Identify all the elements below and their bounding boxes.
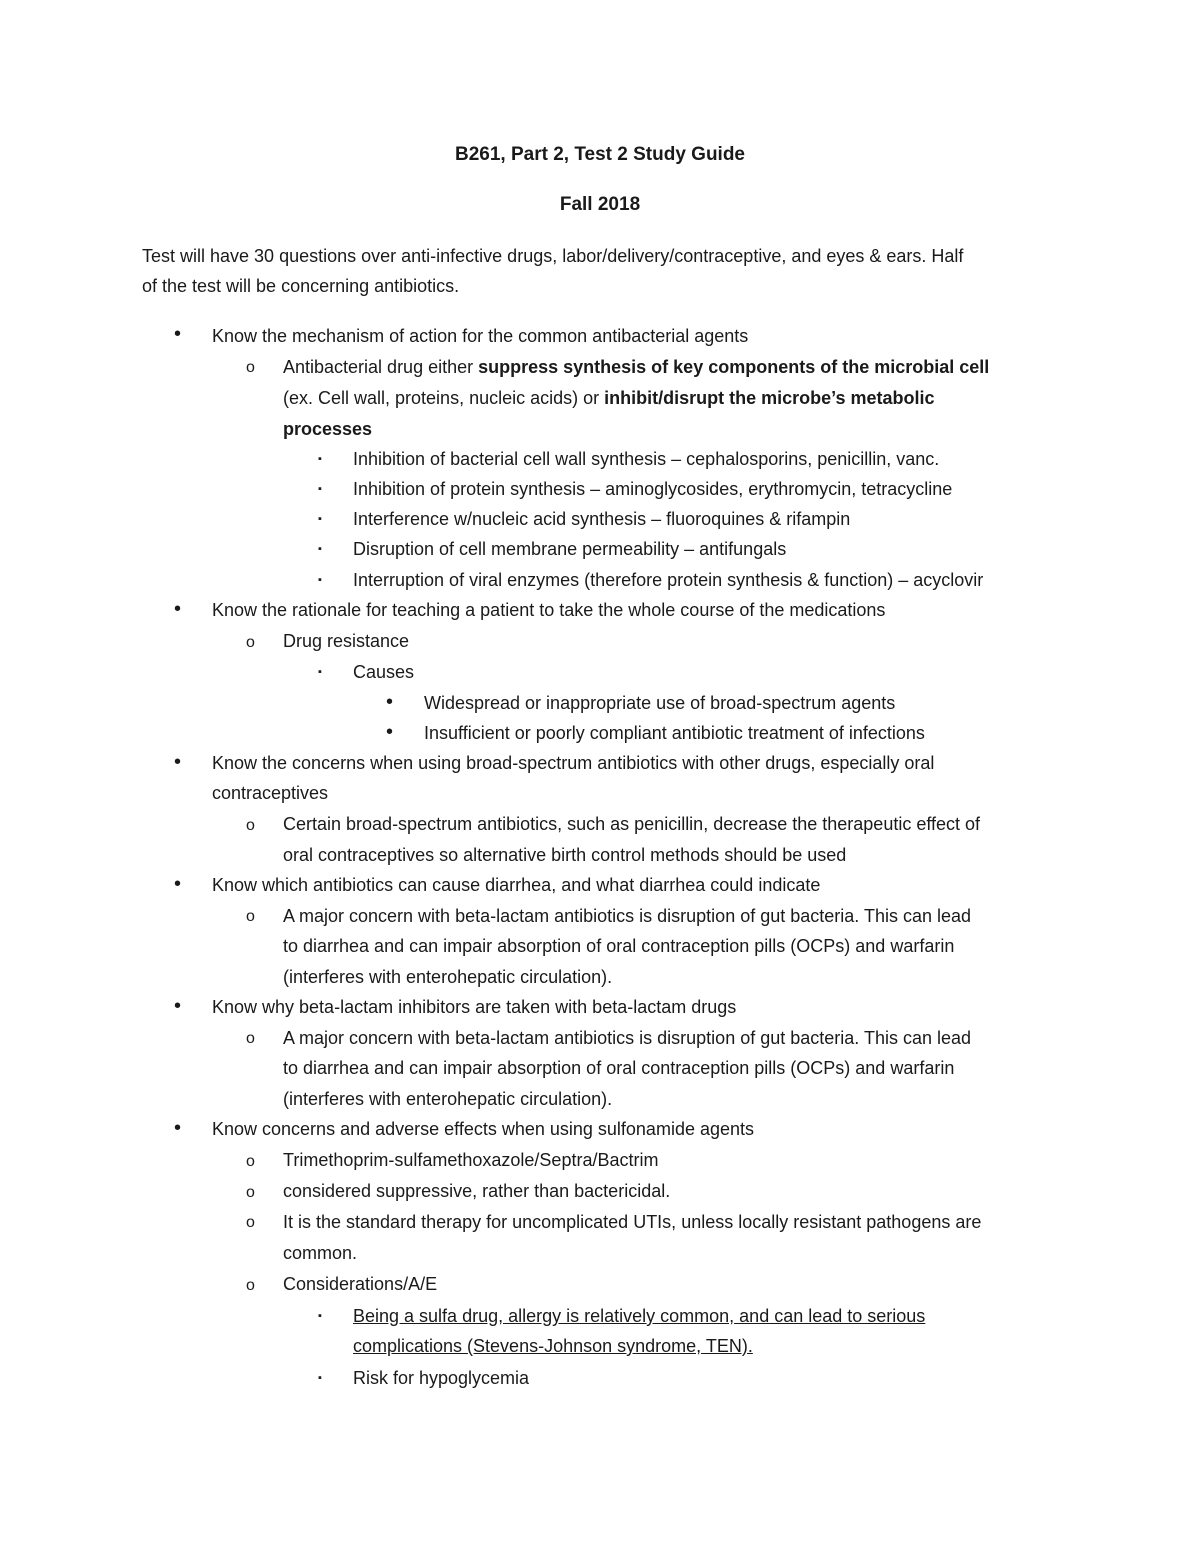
- bullet-circle-icon: o: [246, 1184, 255, 1201]
- s2-item: Insufficient or poorly compliant antibiotic treatment of infections: [424, 723, 925, 743]
- s4-sub-line-1: A major concern with beta-lactam antibiotics is disruption of gut bacteria. This can lead: [283, 906, 972, 926]
- s6-sub-3-line-1: It is the standard therapy for uncomplicated UTIs, unless locally resistant pathogens are: [283, 1212, 982, 1232]
- bullet-square-icon: ▪: [318, 1372, 322, 1384]
- bullet-disc-icon: •: [386, 691, 394, 713]
- s3-heading-line-2: contraceptives: [212, 783, 329, 803]
- s1-item: Inhibition of protein synthesis – aminoglycosides, erythromycin, tetracycline: [353, 479, 953, 499]
- bullet-disc-icon: •: [174, 598, 182, 620]
- s6-sub: Trimethoprim-sulfamethoxazole/Septra/Bactrim: [283, 1150, 659, 1170]
- s3-heading-line-1: Know the concerns when using broad-spectrum antibiotics with other drugs, especially oral: [212, 753, 935, 773]
- intro-line-1: Test will have 30 questions over anti-infective drugs, labor/delivery/contraceptive, and eyes & ears. Half: [142, 246, 964, 266]
- s2-sub: Drug resistance: [283, 631, 410, 651]
- s1-sub-line-1: Antibacterial drug either suppress synthesis of key components of the microbial cell: [283, 357, 990, 377]
- bullet-circle-icon: o: [246, 1030, 255, 1047]
- bullet-disc-icon: •: [174, 995, 182, 1017]
- s3-sub-line-2: oral contraceptives so alternative birth control methods should be used: [283, 845, 847, 865]
- bullet-disc-icon: •: [174, 1117, 182, 1139]
- bullet-circle-icon: o: [246, 1277, 255, 1294]
- s5-heading: Know why beta-lactam inhibitors are taken with beta-lactam drugs: [212, 997, 737, 1017]
- bullet-circle-icon: o: [246, 1214, 255, 1231]
- s1-item: Disruption of cell membrane permeability – antifungals: [353, 539, 787, 559]
- s1-heading: Know the mechanism of action for the common antibacterial agents: [212, 326, 749, 346]
- s2-item: Widespread or inappropriate use of broad-spectrum agents: [424, 693, 896, 713]
- s5-sub-line-1: A major concern with beta-lactam antibiotics is disruption of gut bacteria. This can lead: [283, 1028, 972, 1048]
- bullet-disc-icon: •: [386, 721, 394, 743]
- s4-sub-line-3: (interferes with enterohepatic circulation).: [283, 967, 613, 987]
- s1-sub-line-3: processes: [283, 419, 373, 439]
- s6-item: Risk for hypoglycemia: [353, 1368, 530, 1388]
- bullet-square-icon: ▪: [318, 574, 322, 586]
- s4-sub-line-2: to diarrhea and can impair absorption of oral contraception pills (OCPs) and warfarin: [283, 936, 955, 956]
- bullet-circle-icon: o: [246, 634, 255, 651]
- s4-heading: Know which antibiotics can cause diarrhea, and what diarrhea could indicate: [212, 875, 821, 895]
- s6-sub-3-line-2: common.: [283, 1243, 358, 1263]
- s3-sub-line-1: Certain broad-spectrum antibiotics, such as penicillin, decrease the therapeutic effect of: [283, 814, 981, 834]
- s2-heading: Know the rationale for teaching a patient to take the whole course of the medications: [212, 600, 886, 620]
- bullet-disc-icon: •: [174, 323, 182, 345]
- s1-item: Inhibition of bacterial cell wall synthesis – cephalosporins, penicillin, vanc.: [353, 449, 940, 469]
- bullet-circle-icon: o: [246, 1153, 255, 1170]
- bullet-circle-icon: o: [246, 817, 255, 834]
- bullet-circle-icon: o: [246, 359, 255, 376]
- s6-heading: Know concerns and adverse effects when using sulfonamide agents: [212, 1119, 755, 1139]
- bullet-square-icon: ▪: [318, 453, 322, 465]
- bullet-square-icon: ▪: [318, 1310, 322, 1322]
- bullet-circle-icon: o: [246, 908, 255, 925]
- bullet-square-icon: ▪: [318, 513, 322, 525]
- s6-item-underlined: Being a sulfa drug, allergy is relatively common, and can lead to serious: [353, 1306, 926, 1326]
- bullet-square-icon: ▪: [318, 543, 322, 555]
- bullet-disc-icon: •: [174, 751, 182, 773]
- s5-sub-line-2: to diarrhea and can impair absorption of oral contraception pills (OCPs) and warfarin: [283, 1058, 955, 1078]
- document-subtitle: Fall 2018: [559, 194, 641, 215]
- bullet-square-icon: ▪: [318, 666, 322, 678]
- s1-item: Interference w/nucleic acid synthesis – fluoroquines & rifampin: [353, 509, 851, 529]
- bullet-disc-icon: •: [174, 873, 182, 895]
- s6-sub-4: Considerations/A/E: [283, 1274, 438, 1294]
- s6-item-underlined: complications (Stevens-Johnson syndrome, TEN).: [353, 1336, 753, 1356]
- document-title: B261, Part 2, Test 2 Study Guide: [454, 144, 746, 165]
- s1-item: Interruption of viral enzymes (therefore protein synthesis & function) – acyclovir: [353, 570, 984, 590]
- s5-sub-line-3: (interferes with enterohepatic circulation).: [283, 1089, 613, 1109]
- s6-sub: considered suppressive, rather than bactericidal.: [283, 1181, 671, 1201]
- bullet-square-icon: ▪: [318, 483, 322, 495]
- intro-line-2: of the test will be concerning antibiotics.: [142, 276, 460, 296]
- s1-sub-line-2: (ex. Cell wall, proteins, nucleic acids) or inhibit/disrupt the microbe’s metabolic: [283, 388, 935, 408]
- s2-subsub: Causes: [353, 662, 415, 682]
